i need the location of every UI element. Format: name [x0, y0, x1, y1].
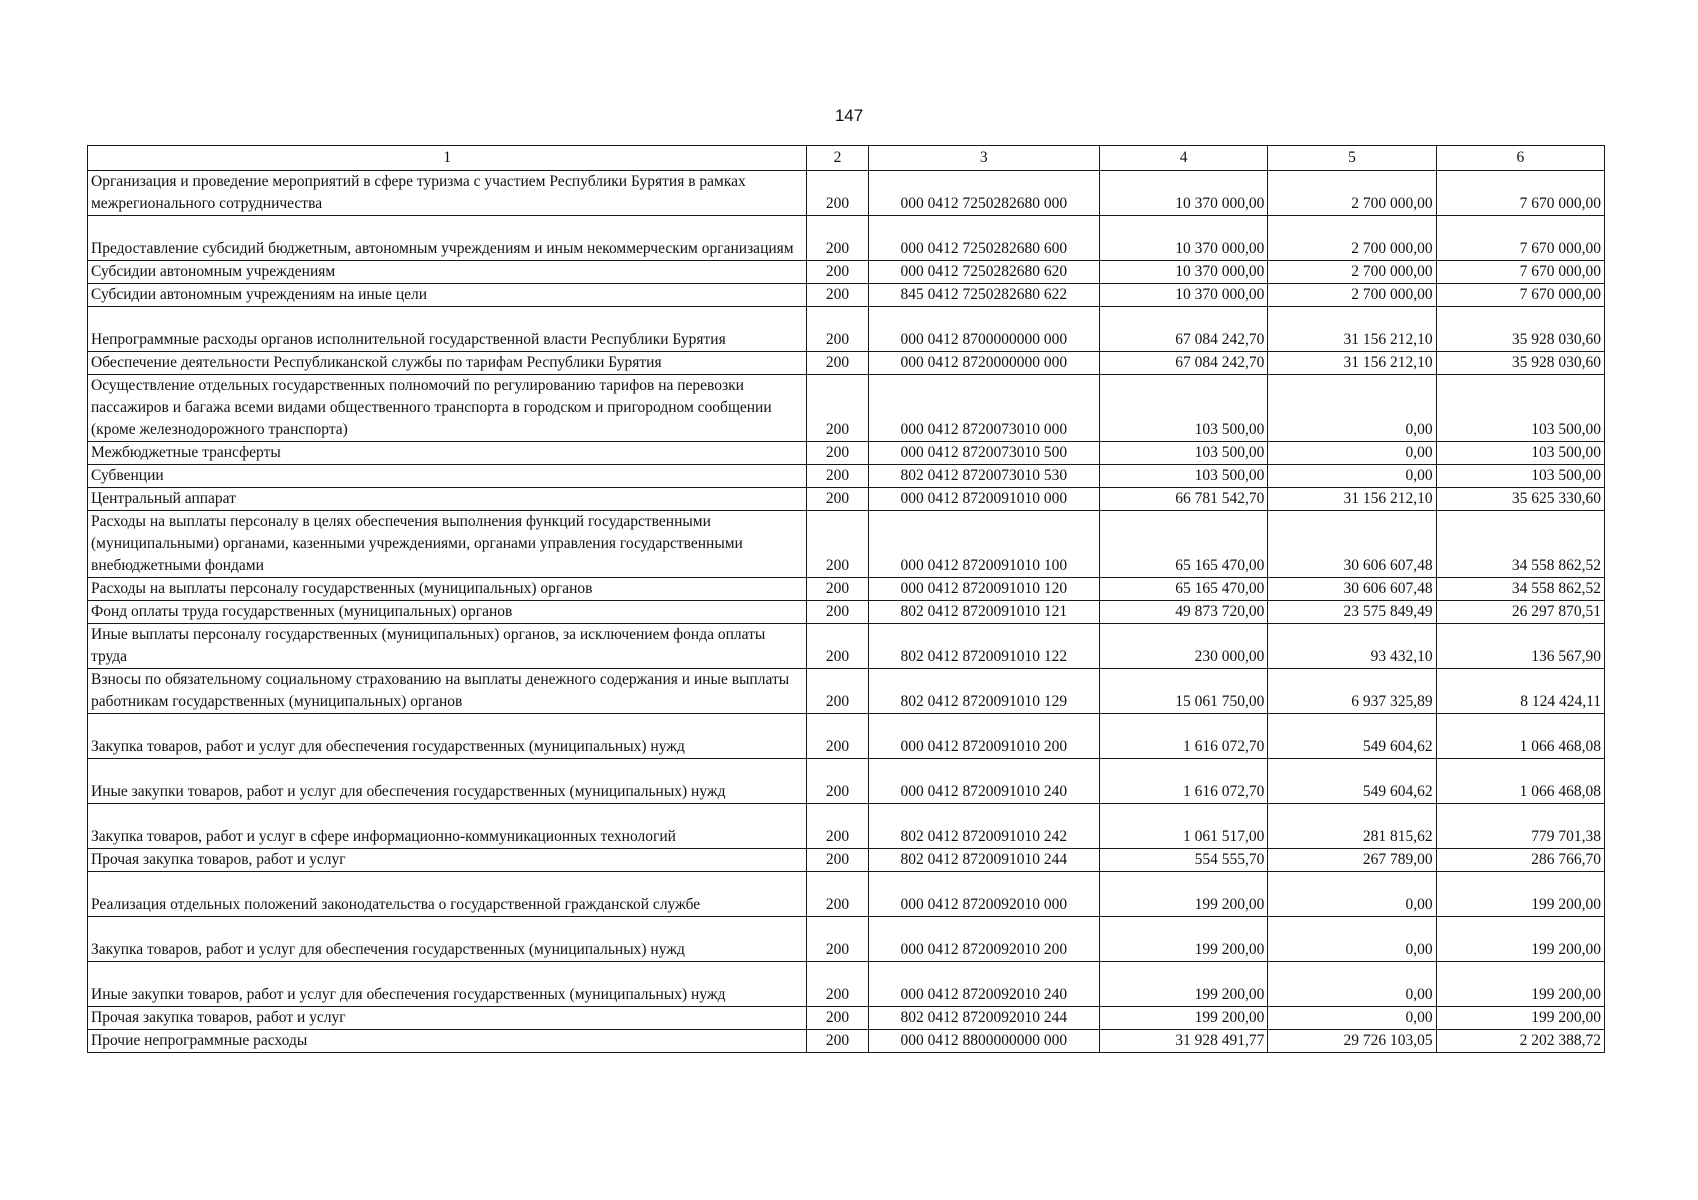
- cell-amount-col6: 34 558 862,52: [1436, 578, 1604, 601]
- cell-name: Фонд оплаты труда государственных (муниципальных) органов: [88, 601, 807, 624]
- cell-amount-col6: 199 200,00: [1436, 917, 1604, 962]
- cell-code-ver: 200: [807, 1030, 868, 1053]
- cell-classification-code: 845 0412 7250282680 622: [868, 284, 1099, 307]
- cell-classification-code: 000 0412 7250282680 000: [868, 171, 1099, 216]
- table-body: [88, 171, 1605, 1053]
- cell-name: Расходы на выплаты персоналу государственных (муниципальных) органов: [88, 578, 807, 601]
- cell-amount-col4: 554 555,70: [1099, 849, 1267, 872]
- cell-amount-col4: 31 928 491,77: [1099, 1030, 1267, 1053]
- cell-classification-code: 000 0412 7250282680 600: [868, 216, 1099, 261]
- cell-amount-col5: 281 815,62: [1268, 804, 1436, 849]
- cell-code-ver: 200: [807, 465, 868, 488]
- cell-amount-col6: 35 928 030,60: [1436, 352, 1604, 375]
- cell-name: Закупка товаров, работ и услуг в сфере информационно-коммуникационных технологий: [88, 804, 807, 849]
- table-row: [88, 442, 1605, 465]
- cell-amount-col6: 103 500,00: [1436, 375, 1604, 442]
- cell-amount-col5: 31 156 212,10: [1268, 307, 1436, 352]
- cell-name: Обеспечение деятельности Республиканской службы по тарифам Республики Бурятия: [88, 352, 807, 375]
- cell-name: Организация и проведение мероприятий в сфере туризма с участием Республики Бурятия в рамках межрегионального сотрудничества: [88, 171, 807, 216]
- cell-amount-col6: 1 066 468,08: [1436, 759, 1604, 804]
- cell-amount-col5: 549 604,62: [1268, 759, 1436, 804]
- cell-amount-col6: 8 124 424,11: [1436, 669, 1604, 714]
- cell-code-ver: 200: [807, 714, 868, 759]
- cell-amount-col6: 199 200,00: [1436, 872, 1604, 917]
- cell-amount-col4: 65 165 470,00: [1099, 578, 1267, 601]
- cell-classification-code: 000 0412 8720091010 100: [868, 511, 1099, 578]
- cell-amount-col6: 199 200,00: [1436, 1007, 1604, 1030]
- cell-name: Иные выплаты персоналу государственных (муниципальных) органов, за исключением фонда оплаты труда: [88, 624, 807, 669]
- cell-code-ver: 200: [807, 962, 868, 1007]
- cell-classification-code: 000 0412 8720091010 200: [868, 714, 1099, 759]
- cell-amount-col5: 0,00: [1268, 1007, 1436, 1030]
- cell-name: Непрограммные расходы органов исполнительной государственной власти Республики Бурятия: [88, 307, 807, 352]
- table-row: [88, 917, 1605, 962]
- cell-amount-col4: 10 370 000,00: [1099, 261, 1267, 284]
- cell-amount-col6: 103 500,00: [1436, 442, 1604, 465]
- cell-amount-col6: 34 558 862,52: [1436, 511, 1604, 578]
- cell-name: Прочие непрограммные расходы: [88, 1030, 807, 1053]
- cell-name: Предоставление субсидий бюджетным, автономным учреждениям и иным некоммерческим организациям: [88, 216, 807, 261]
- column-header-6: 6: [1436, 146, 1604, 171]
- cell-amount-col6: 2 202 388,72: [1436, 1030, 1604, 1053]
- cell-code-ver: 200: [807, 261, 868, 284]
- cell-name: Субсидии автономным учреждениям: [88, 261, 807, 284]
- cell-name: Субвенции: [88, 465, 807, 488]
- cell-name: Межбюджетные трансферты: [88, 442, 807, 465]
- cell-name: Осуществление отдельных государственных полномочий по регулированию тарифов на перевозки пассажиров и багажа всеми видами общественного транспорта в городском и пригородном сообщении (кроме железнодорожного транспорта): [88, 375, 807, 442]
- table-row: [88, 962, 1605, 1007]
- cell-amount-col4: 49 873 720,00: [1099, 601, 1267, 624]
- cell-classification-code: 802 0412 8720091010 122: [868, 624, 1099, 669]
- cell-code-ver: 200: [807, 849, 868, 872]
- cell-amount-col4: 1 061 517,00: [1099, 804, 1267, 849]
- cell-classification-code: 000 0412 8720091010 120: [868, 578, 1099, 601]
- table-row: [88, 849, 1605, 872]
- cell-code-ver: 200: [807, 759, 868, 804]
- cell-classification-code: 802 0412 8720091010 121: [868, 601, 1099, 624]
- cell-classification-code: 802 0412 8720091010 244: [868, 849, 1099, 872]
- cell-amount-col4: 199 200,00: [1099, 872, 1267, 917]
- cell-code-ver: 200: [807, 917, 868, 962]
- cell-amount-col5: 0,00: [1268, 465, 1436, 488]
- cell-amount-col4: 199 200,00: [1099, 1007, 1267, 1030]
- cell-code-ver: 200: [807, 284, 868, 307]
- cell-amount-col6: 779 701,38: [1436, 804, 1604, 849]
- table-row: [88, 1030, 1605, 1053]
- cell-code-ver: 200: [807, 624, 868, 669]
- column-header-5: 5: [1268, 146, 1436, 171]
- table-row: [88, 352, 1605, 375]
- table-row: [88, 669, 1605, 714]
- cell-classification-code: 000 0412 8720092010 200: [868, 917, 1099, 962]
- cell-classification-code: 802 0412 8720092010 244: [868, 1007, 1099, 1030]
- cell-amount-col5: 6 937 325,89: [1268, 669, 1436, 714]
- table-row: [88, 759, 1605, 804]
- cell-amount-col5: 267 789,00: [1268, 849, 1436, 872]
- cell-amount-col5: 0,00: [1268, 917, 1436, 962]
- cell-code-ver: 200: [807, 578, 868, 601]
- cell-amount-col6: 103 500,00: [1436, 465, 1604, 488]
- cell-amount-col4: 67 084 242,70: [1099, 352, 1267, 375]
- cell-code-ver: 200: [807, 804, 868, 849]
- cell-name: Иные закупки товаров, работ и услуг для обеспечения государственных (муниципальных) нужд: [88, 962, 807, 1007]
- column-header-3: 3: [868, 146, 1099, 171]
- table-row: [88, 511, 1605, 578]
- table-row: [88, 488, 1605, 511]
- cell-amount-col4: 15 061 750,00: [1099, 669, 1267, 714]
- cell-amount-col5: 31 156 212,10: [1268, 352, 1436, 375]
- cell-amount-col5: 30 606 607,48: [1268, 578, 1436, 601]
- cell-name: Закупка товаров, работ и услуг для обеспечения государственных (муниципальных) нужд: [88, 917, 807, 962]
- cell-code-ver: 200: [807, 669, 868, 714]
- cell-amount-col4: 10 370 000,00: [1099, 171, 1267, 216]
- table-row: [88, 578, 1605, 601]
- cell-code-ver: 200: [807, 872, 868, 917]
- cell-classification-code: 802 0412 8720073010 530: [868, 465, 1099, 488]
- cell-amount-col4: 230 000,00: [1099, 624, 1267, 669]
- cell-amount-col5: 2 700 000,00: [1268, 171, 1436, 216]
- cell-amount-col6: 7 670 000,00: [1436, 284, 1604, 307]
- header-row: [88, 146, 1605, 171]
- cell-amount-col6: 35 928 030,60: [1436, 307, 1604, 352]
- cell-amount-col4: 10 370 000,00: [1099, 284, 1267, 307]
- cell-amount-col5: 30 606 607,48: [1268, 511, 1436, 578]
- cell-amount-col5: 2 700 000,00: [1268, 261, 1436, 284]
- table-row: [88, 624, 1605, 669]
- cell-amount-col4: 199 200,00: [1099, 962, 1267, 1007]
- cell-amount-col6: 7 670 000,00: [1436, 216, 1604, 261]
- cell-code-ver: 200: [807, 1007, 868, 1030]
- cell-amount-col5: 29 726 103,05: [1268, 1030, 1436, 1053]
- cell-amount-col4: 65 165 470,00: [1099, 511, 1267, 578]
- cell-classification-code: 000 0412 8720092010 000: [868, 872, 1099, 917]
- cell-amount-col6: 7 670 000,00: [1436, 261, 1604, 284]
- cell-name: Центральный аппарат: [88, 488, 807, 511]
- cell-code-ver: 200: [807, 511, 868, 578]
- cell-amount-col6: 286 766,70: [1436, 849, 1604, 872]
- cell-amount-col6: 26 297 870,51: [1436, 601, 1604, 624]
- cell-amount-col5: 2 700 000,00: [1268, 216, 1436, 261]
- cell-amount-col4: 1 616 072,70: [1099, 714, 1267, 759]
- column-header-2: 2: [807, 146, 868, 171]
- cell-amount-col5: 0,00: [1268, 962, 1436, 1007]
- cell-name: Закупка товаров, работ и услуг для обеспечения государственных (муниципальных) нужд: [88, 714, 807, 759]
- cell-amount-col5: 2 700 000,00: [1268, 284, 1436, 307]
- cell-code-ver: 200: [807, 171, 868, 216]
- cell-name: Реализация отдельных положений законодательства о государственной гражданской службе: [88, 872, 807, 917]
- table-row: [88, 872, 1605, 917]
- cell-classification-code: 802 0412 8720091010 129: [868, 669, 1099, 714]
- table-row: [88, 1007, 1605, 1030]
- table-row: [88, 216, 1605, 261]
- page-number: 147: [834, 106, 864, 125]
- cell-classification-code: 000 0412 8720092010 240: [868, 962, 1099, 1007]
- cell-amount-col4: 1 616 072,70: [1099, 759, 1267, 804]
- cell-amount-col4: 10 370 000,00: [1099, 216, 1267, 261]
- table-row: [88, 714, 1605, 759]
- table-row: [88, 465, 1605, 488]
- cell-classification-code: 000 0412 8720073010 500: [868, 442, 1099, 465]
- cell-name: Иные закупки товаров, работ и услуг для обеспечения государственных (муниципальных) нужд: [88, 759, 807, 804]
- table-row: [88, 171, 1605, 216]
- cell-amount-col6: 35 625 330,60: [1436, 488, 1604, 511]
- table-row: [88, 601, 1605, 624]
- cell-amount-col5: 93 432,10: [1268, 624, 1436, 669]
- cell-amount-col4: 103 500,00: [1099, 465, 1267, 488]
- cell-code-ver: 200: [807, 307, 868, 352]
- cell-amount-col4: 103 500,00: [1099, 442, 1267, 465]
- cell-amount-col6: 136 567,90: [1436, 624, 1604, 669]
- column-header-1: 1: [88, 146, 807, 171]
- cell-amount-col5: 0,00: [1268, 375, 1436, 442]
- cell-amount-col5: 23 575 849,49: [1268, 601, 1436, 624]
- cell-classification-code: 000 0412 8720073010 000: [868, 375, 1099, 442]
- cell-amount-col6: 1 066 468,08: [1436, 714, 1604, 759]
- cell-code-ver: 200: [807, 216, 868, 261]
- cell-name: Расходы на выплаты персоналу в целях обеспечения выполнения функций государственными (муниципальными) органами, казенными учреждениями, органами управления государственными внебюджетными фондами: [88, 511, 807, 578]
- budget-table: [87, 145, 1605, 1053]
- table-row: [88, 307, 1605, 352]
- cell-amount-col6: 7 670 000,00: [1436, 171, 1604, 216]
- table-row: [88, 804, 1605, 849]
- cell-amount-col5: 0,00: [1268, 442, 1436, 465]
- cell-classification-code: 000 0412 8700000000 000: [868, 307, 1099, 352]
- cell-name: Прочая закупка товаров, работ и услуг: [88, 849, 807, 872]
- table-row: [88, 375, 1605, 442]
- cell-amount-col6: 199 200,00: [1436, 962, 1604, 1007]
- cell-code-ver: 200: [807, 601, 868, 624]
- cell-classification-code: 000 0412 7250282680 620: [868, 261, 1099, 284]
- cell-code-ver: 200: [807, 442, 868, 465]
- cell-amount-col4: 103 500,00: [1099, 375, 1267, 442]
- table-row: [88, 261, 1605, 284]
- cell-classification-code: 000 0412 8720091010 240: [868, 759, 1099, 804]
- cell-code-ver: 200: [807, 352, 868, 375]
- cell-name: Прочая закупка товаров, работ и услуг: [88, 1007, 807, 1030]
- cell-code-ver: 200: [807, 488, 868, 511]
- cell-amount-col4: 199 200,00: [1099, 917, 1267, 962]
- table-header: [88, 146, 1605, 171]
- cell-amount-col4: 67 084 242,70: [1099, 307, 1267, 352]
- cell-name: Взносы по обязательному социальному страхованию на выплаты денежного содержания и иные выплаты работникам государственных (муниципальных) органов: [88, 669, 807, 714]
- table-row: [88, 284, 1605, 307]
- cell-classification-code: 000 0412 8720091010 000: [868, 488, 1099, 511]
- cell-name: Субсидии автономным учреждениям на иные цели: [88, 284, 807, 307]
- cell-amount-col5: 31 156 212,10: [1268, 488, 1436, 511]
- column-header-4: 4: [1099, 146, 1267, 171]
- cell-amount-col5: 549 604,62: [1268, 714, 1436, 759]
- cell-classification-code: 000 0412 8720000000 000: [868, 352, 1099, 375]
- cell-classification-code: 000 0412 8800000000 000: [868, 1030, 1099, 1053]
- cell-amount-col4: 66 781 542,70: [1099, 488, 1267, 511]
- cell-code-ver: 200: [807, 375, 868, 442]
- cell-classification-code: 802 0412 8720091010 242: [868, 804, 1099, 849]
- cell-amount-col5: 0,00: [1268, 872, 1436, 917]
